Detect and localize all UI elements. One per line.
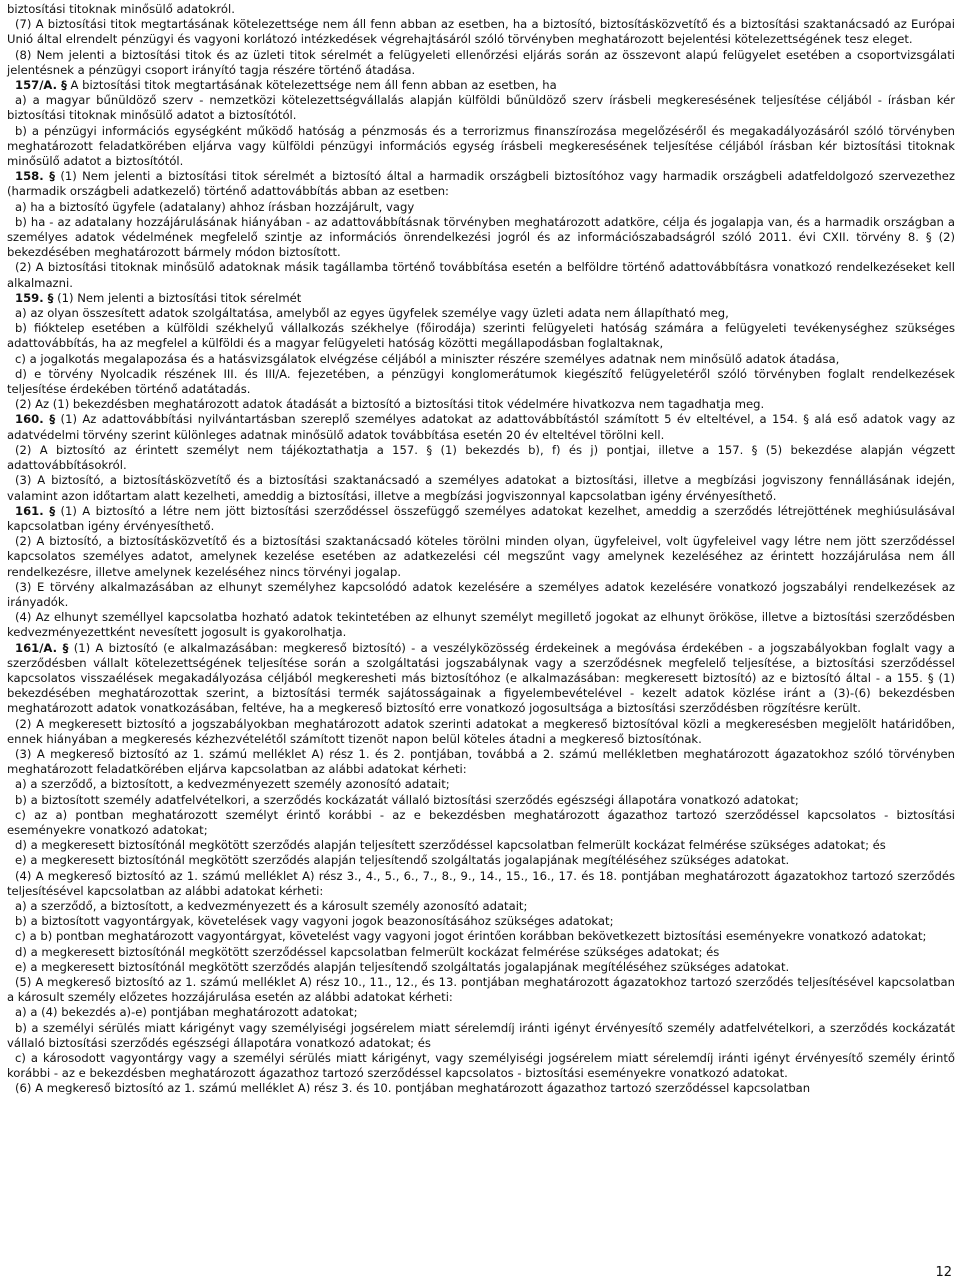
paragraph: [7, 960, 955, 975]
section-number: 160. §: [15, 412, 56, 427]
paragraph-text: b) a biztosított személy adatfelvételkori, a szerződés kockázatát vállaló biztosítási szerződés egészségi állapotára vonatkozó adatokat;: [15, 792, 799, 807]
paragraph: [7, 169, 955, 199]
paragraph: [7, 869, 955, 899]
paragraph: [7, 215, 955, 261]
paragraph: [7, 945, 955, 960]
paragraph-text: a) a szerződő, a biztosított, a kedvezményezett és a károsult személy azonosító adatait;: [15, 898, 528, 913]
section-number: 161/A. §: [15, 640, 69, 655]
paragraph: [7, 610, 955, 640]
paragraph: [7, 200, 955, 215]
paragraph: [7, 747, 955, 777]
paragraph-text: a) a magyar bűnüldöző szerv - nemzetközi kötelezettségvállalás alapján külföldi bűnüldöző szerv írásbeli megkeresésének teljesítése céljából - írásban kér biztosítási titoknak minősülő adatot a biztosítótól.: [7, 93, 955, 123]
paragraph: [7, 1005, 955, 1020]
paragraph-text: a) az olyan összesített adatok szolgáltatása, amelyből az egyes ügyfelek személye vagy üzleti adata nem állapítható meg,: [15, 306, 729, 321]
paragraph-text: (2) A biztosító, a biztosításközvetítő és a biztosítási szaktanácsadó köteles törölni minden olyan, ügyfeleivel, volt ügyfeleivel vagy létre nem jött szerződéssel kapcsolatos személyes adatot, amelynek kezelése esetében az adatkezelési cél megszűnt vagy amelynek kezeléséhez az érintett hozzájárulása nem áll rendelkezésre, illetve amelynek kezeléséhez nincs törvényi jogalap.: [7, 534, 955, 579]
paragraph: [7, 853, 955, 868]
paragraph: [7, 443, 955, 473]
section-number: 161. §: [15, 503, 56, 518]
paragraph: [7, 808, 955, 838]
paragraph-text: A biztosítási titok megtartásának kötelezettsége nem áll fenn abban az esetben, ha: [66, 78, 557, 93]
paragraph: [7, 78, 955, 93]
paragraph-text: (3) A megkereső biztosító az 1. számú melléklet A) rész 1. és 2. pontjában, továbbá a 2. számú mellékletben meghatározott ágazatokhoz szóló törvényben meghatározott feladatkörében eljárva kapcsolatban az alábbi adatokat kérheti:: [7, 746, 955, 777]
paragraph-text: b) ha - az adatalany hozzájárulásának hiányában - az adattovábbításnak törvényben meghatározott adatköre, célja és jogalapja van, és a harmadik országban a személyes adatok védelmének megfelelő szintje az információs önrendelkezési jogról és az információszabadságról szóló 2011. évi CXII. törvény 8. § (2) bekezdésében meghatározott bármely módon biztosított.: [7, 214, 955, 260]
paragraph: [7, 975, 955, 1005]
paragraph-text: (1) A biztosító (e alkalmazásában: megkereső biztosító) - a veszélyközösség érdekeinek a megóvása érdekében - a jogszabályokban foglalt vagy a szerződésben vállalt kötelezettségének teljesítése során a szolgáltatási jogszabálynak vagy a szerződésnek megfelelő teljesítése, a biztosítási szerződéssel kapcsolatos visszaélések megakadályozása céljából megkeresheti más biztosítóhoz (e alkalmazásában: megkeresett biztosító) az e biztosító által - a 155. § (1) bekezdésében meghatározottak szerint, a biztosítási termék sajátosságainak a figyelembevételével - kezelt adatok közlése iránt a (3)-(6) bekezdésben meghatározott adatok vonatkozásában, feltéve, ha a megkereső biztosító erre vonatkozó jogosultsága a biztosítási szerződésben rögzítésre került.: [7, 640, 955, 716]
paragraph-text: b) a személyi sérülés miatt kárigényt vagy személyiségi jogsérelem miatt sérelemdíj iránti igényt érvényesítő személy adatfelvételkori, a szerződés kockázatát vállaló biztosítási szerződés egészségi állapotára vonatkozó adatokat; és: [7, 1020, 955, 1050]
paragraph-text: a) a szerződő, a biztosított, a kedvezményezett személy azonosító adatait;: [15, 777, 450, 792]
paragraph-text: c) a károsodott vagyontárgy vagy a személyi sérülés miatt kárigényt, vagy személyiségi jogsérelem miatt sérelemdíj iránti igényt érvényesítő személy érintő korábbi - az e bekezdésben meghatározott ágazathoz tartozó szerződéssel kapcsolatos - biztosítási eseményekre vonatkozó adatokat.: [7, 1051, 955, 1081]
paragraph: [7, 1081, 955, 1096]
paragraph-text: (4) Az elhunyt személlyel kapcsolatba hozható adatok tekintetében az elhunyt személyt megillető jogokat az elhunyt örököse, illetve a biztosítási szerződésben kedvezményezettként nevesített jogosult is gyakorolhatja.: [7, 610, 955, 640]
paragraph: [7, 899, 955, 914]
paragraph-text: c) az a) pontban meghatározott személyt érintő korábbi - az e bekezdésben meghatározott ágazathoz tartozó szerződéssel kapcsolatos - biztosítási eseményekre vonatkozó adatokat;: [7, 807, 955, 837]
paragraph-text: (8) Nem jelenti a biztosítási titok és az üzleti titok sérelmét a felügyeleti ellenőrzési eljárás során az összevont alapú felügyelet esetében a csoportvizsgálati jelentésnek a pénzügyi csoport irányító tagja részére történő átadása.: [7, 47, 955, 77]
paragraph: [7, 534, 955, 580]
paragraph-text: a) a (4) bekezdés a)-e) pontjában meghatározott adatokat;: [15, 1005, 358, 1020]
section-number: 158. §: [15, 169, 56, 184]
paragraph-text: (5) A megkereső biztosító az 1. számú melléklet A) rész 10., 11., 12., és 13. pontjában meghatározott ágazatokhoz tartozó szerződés teljesítésével kapcsolatban a károsult személy előzetes hozzájárulása esetén az alábbi adatokat kérheti:: [7, 975, 955, 1005]
paragraph: [7, 838, 955, 853]
paragraph: [7, 473, 955, 503]
paragraph-text: (2) A biztosító az érintett személyt nem tájékoztathatja a 157. § (1) bekezdés b), f) és j) pontjai, illetve a 157. § (5) bekezdése alapján végzett adattovábbításokról.: [7, 442, 955, 473]
paragraph-text: (3) E törvény alkalmazásában az elhunyt személyhez kapcsolódó adatok kezelésére a személyes adatok kezelésére vonatkozó jogszabályi rendelkezések az irányadók.: [7, 579, 955, 609]
paragraph-text: (2) A biztosítási titoknak minősülő adatoknak másik tagállamba történő továbbítása esetén a belföldre történő adattovábbításra vonatkozó rendelkezéseket kell alkalmazni.: [7, 260, 955, 290]
paragraph: [7, 777, 955, 792]
paragraph: [7, 124, 955, 170]
paragraph-text: (2) A megkeresett biztosító a jogszabályokban meghatározott adatok szerinti adatokat a megkereső biztosítóval közli a megkeresésben megjelölt határidőben, ennek hiányában a megkeresés kézhezvételétől számított tizenöt napon belül köteles átadni a megkereső biztosítónak.: [7, 716, 955, 746]
paragraph-text: e) a megkeresett biztosítónál megkötött szerződés alapján teljesítendő szolgáltatás jogalapjának megítéléséhez szükséges adatokat.: [15, 853, 790, 868]
paragraph-text: d) e törvény Nyolcadik részének III. és III/A. fejezetében, a pénzügyi konglomerátumok kiegészítő felügyeletéről szóló törvényben foglalt rendelkezések teljesítése érdekében történő adatátadás.: [7, 366, 955, 397]
paragraph-text: (7) A biztosítási titok megtartásának kötelezettsége nem áll fenn abban az esetben, ha a biztosító, biztosításközvetítő és a biztosítási szaktanácsadó az Európai Unió által elrendelt pénzügyi és vagyoni korlátozó intézkedések végrehajtásáról szóló törvényben meghatározott bejelentési kötelezettségének tesz eleget.: [7, 17, 955, 47]
paragraph: [7, 48, 955, 78]
paragraph: [7, 367, 955, 397]
paragraph: [7, 1021, 955, 1051]
paragraph: [7, 580, 955, 610]
paragraph-text: c) a b) pontban meghatározott vagyontárgyat, követelést vagy vagyoni jogot érintően korábban bekövetkezett biztosítási eseményekre vonatkozó adatokat;: [15, 929, 927, 944]
paragraph: [7, 17, 955, 47]
paragraph: [7, 717, 955, 747]
paragraph-text: (1) Nem jelenti a biztosítási titok sérelmét: [53, 290, 302, 305]
paragraph: [7, 93, 955, 123]
paragraph-text: b) fióktelep esetében a külföldi székhelyű vállalkozás székhelye (főirodája) szerinti felügyeleti hatóság számára a felügyeleti tevékenységhez szükséges adattovábbítás, ha az megfelel a külföldi és a magyar felügyeleti hatóság közötti megállapodásban foglaltaknak,: [7, 321, 955, 351]
paragraph-text: b) a biztosított vagyontárgyak, követelések vagy vagyoni jogok beazonosításához szükséges adatokat;: [15, 914, 614, 929]
paragraph: [7, 914, 955, 929]
document-body: [7, 2, 955, 1097]
paragraph: [7, 397, 955, 412]
paragraph-text: (3) A biztosító, a biztosításközvetítő és a biztosítási szaktanácsadó a személyes adatokat a biztosítási, illetve a megbízási jogviszony fennállásának idején, valamint azon időtartam alatt kezelheti, ameddig a biztosítási, illetve a megbízási jogviszonnyal kapcsolatban igény érvényesíthető.: [7, 473, 955, 503]
page-number: 12: [935, 1265, 952, 1280]
section-number: 159. §: [15, 290, 54, 305]
paragraph-text: (1) Az adattovábbítási nyilvántartásban szereplő személyes adatokat az adattovábbítástól számított 5 év elteltével, a 154. § alá eső adatok vagy az adatvédelmi törvény szerint különleges adatnak minősülő adatok továbbítása esetén 20 év elteltével törölni kell.: [7, 412, 955, 442]
paragraph: [7, 1051, 955, 1081]
paragraph: [7, 291, 955, 306]
paragraph: [7, 793, 955, 808]
paragraph: [7, 306, 955, 321]
paragraph: [7, 929, 955, 944]
paragraph: [7, 260, 955, 290]
paragraph-text: (1) Nem jelenti a biztosítási titok sérelmét a biztosító által a harmadik országbeli biztosítóhoz vagy harmadik országbeli adatfeldolgozó szervezethez (harmadik országbeli adatkezelő) történő adattovábbítás abban az esetben:: [7, 169, 955, 199]
paragraph-text: d) a megkeresett biztosítónál megkötött szerződés alapján teljesített szerződéssel kapcsolatban felmerült kockázat felmérése szükséges adatokat; és: [15, 838, 886, 853]
paragraph: [7, 352, 955, 367]
section-number: 157/A. §: [15, 78, 67, 93]
paragraph: [7, 504, 955, 534]
paragraph-text: (4) A megkereső biztosító az 1. számú melléklet A) rész 3., 4., 5., 6., 7., 8., 9., 14., 15., 16., 17. és 18. pontjában meghatározott ágazatokhoz tartozó szerződés teljesítésével kapcsolatban az alábbi adatokat kérheti:: [7, 868, 955, 898]
paragraph-text: (6) A megkereső biztosító az 1. számú melléklet A) rész 3. és 10. pontjában meghatározott ágazathoz tartozó szerződéssel kapcsolatban: [15, 1081, 811, 1096]
paragraph-text: b) a pénzügyi információs egységként működő hatóság a pénzmosás és a terrorizmus finanszírozása megelőzéséről és megakadályozásáról szóló törvényben meghatározott feladatkörében eljárva vagy külföldi pénzügyi információs egység írásbeli megkeresésének teljesítése céljából írásban kér biztosítási titoknak minősülő adatot a biztosítótól.: [7, 123, 955, 169]
paragraph-text: (2) Az (1) bekezdésben meghatározott adatok átadását a biztosító a biztosítási titok védelmére hivatkozva nem tagadhatja meg.: [15, 397, 765, 412]
paragraph: [7, 2, 955, 17]
paragraph-text: e) a megkeresett biztosítónál megkötött szerződés alapján teljesítendő szolgáltatás jogalapjának megítéléséhez szükséges adatokat.: [15, 959, 790, 974]
paragraph-text: a) ha a biztosító ügyfele (adatalany) ahhoz írásban hozzájárult, vagy: [15, 199, 415, 214]
paragraph: [7, 321, 955, 351]
paragraph-text: (1) A biztosító a létre nem jött biztosítási szerződéssel összefüggő személyes adatokat kezelhet, ameddig a szerződés létrejöttének meghiúsulásával kapcsolatban igény érvényesíthető.: [7, 503, 955, 533]
paragraph: [7, 412, 955, 442]
paragraph-text: biztosítási titoknak minősülő adatokról.: [7, 2, 235, 16]
paragraph-text: c) a jogalkotás megalapozása és a hatásvizsgálatok elvégzése céljából a miniszter részére személyes adatnak nem minősülő adatok átadása,: [15, 351, 840, 366]
paragraph: [7, 641, 955, 717]
paragraph-text: d) a megkeresett biztosítónál megkötött szerződéssel kapcsolatban felmerült kockázat felmérése szükséges adatokat; és: [15, 944, 720, 959]
